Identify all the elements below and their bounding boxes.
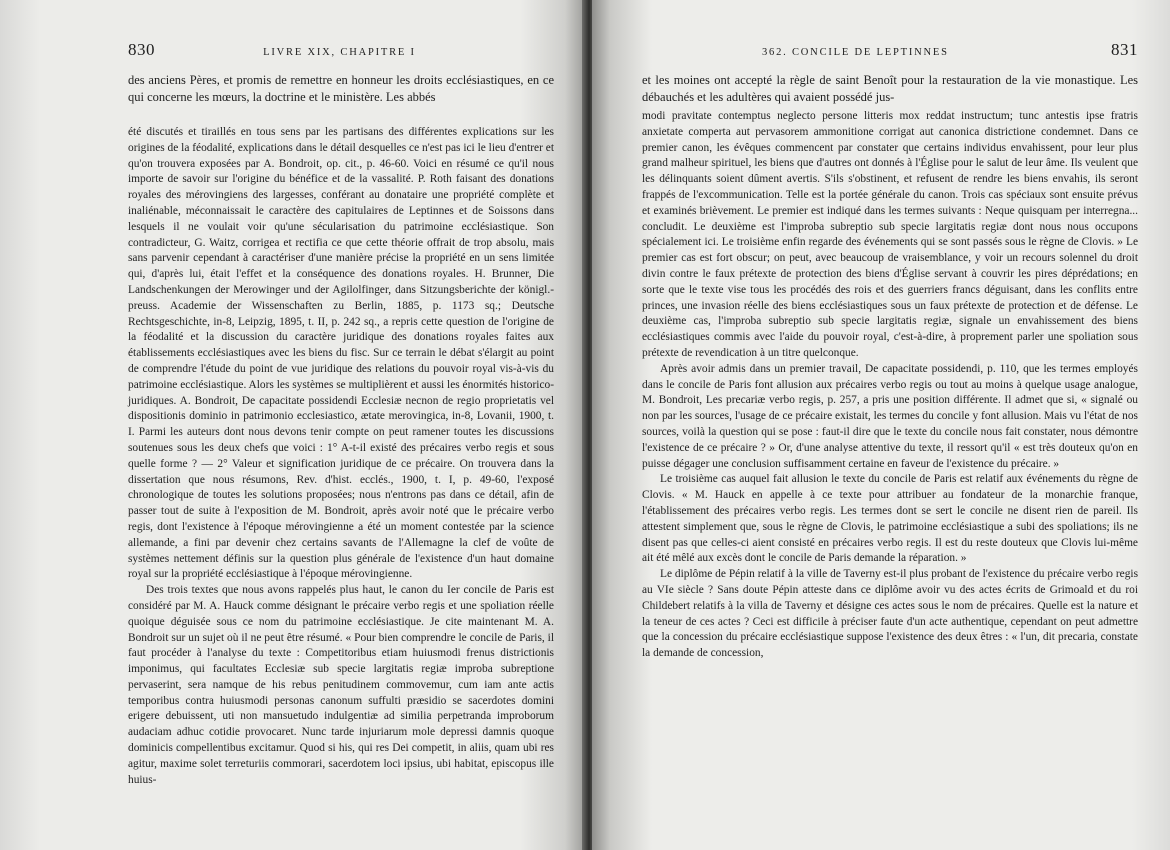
footnote-paragraph: Le diplôme de Pépin relatif à la ville de Taverny est-il plus probant de l'existence du précaire verbo regis au VIe siècle ? Sans doute Pépin atteste dans ce diplôme avoir vu des actes écrits de Grimoald et du roi Childebert relatifs à la villa de Taverny et désigne ces actes sous le nom de précaires. Quelle est la nature et la teneur de ces actes ? Ceci est difficile à préciser faute d'un acte authentique, cependant on peut admettre que la concession du précaire ecclésiastique suppose l'existence des deux êtres : « l'un, dit precaria, constate la demande de concession,	[642, 568, 1138, 660]
footnote-block	[642, 109, 1138, 662]
page-number: 831	[1111, 40, 1138, 59]
footnote-paragraph: Après avoir admis dans un premier travail, De capacitate possidendi, p. 110, que les termes employés dans le concile de Paris font allusion aux précaires verbo regis ou tout au moins à quelque usage analogue, M. Bondroit, Les precariæ verbo regis, p. 257, a pris une position différente. Il admet que si, « signalé ou non par les sources, l'usage de ce précaire existait, les termes du concile y font allusion. Mais vu l'état de nos sources, voilà la question qui se pose : faut-il dire que le texte du concile nous fait constater, nous démontre l'existence de ce précaire ? » Or, d'une analyse attentive du texte, il ressort qu'il « est très douteux qu'on en puisse dégager une conclusion suffisamment certaine en faveur de l'existence du précaire. »	[642, 362, 1138, 470]
footnote-paragraph: été discutés et tiraillés en tous sens par les partisans des différentes explications sur les origines de la féodalité, explications dans le détail desquelles ce n'est pas ici le lieu d'entrer et qu'on trouvera exposées par A. Bondroit, op. cit., p. 46-60. Voici en résumé ce qu'il nous importe de savoir sur l'origine du bénéfice et de la vassalité. P. Roth faisant des donations royales des mérovingiens des largesses, conférant au donataire une propriété complète et inaliénable, méconnaissait le caractère des capitulaires de Leptinnes et de Soissons dans lesquels il ne voulait voir qu'une sécularisation du patrimoine ecclésiastique. Son contradicteur, G. Waitz, corrigea et rectifia ce que cette théorie offrait de trop absolu, mais sans parvenir cependant à caractériser d'une manière précise la propriété en un sens limitée qui, d'après lui, était l'effet et la conséquence des donations royales. H. Brunner, Die Landschenkungen der Merowinger und der Agilolfinger, dans Sitzungsberichte der königl.-preuss. Academie der Wissenschaften zu Berlin, 1885, p. 1173 sq.; Deutsche Rechtsgeschichte, in-8, Leipzig, 1895, t. II, p. 242 sq., a repris cette question de l'origine de la féodalité et la discussion du caractère juridique des donations royales faites aux établissements ecclésiastiques avec les biens du fisc. Sur ce terrain le débat s'élargit au point de comprendre l'étude du point de vue juridique des relations du pouvoir royal vis-à-vis du patrimoine ecclésiastique. Alors les systèmes se multiplièrent et aussi les énormités historico-juridiques. A. Bondroit, De capacitate possidendi Ecclesiæ necnon de regio proprietatis vel dispositionis dominio in patrimonio ecclesiastico, ætate merovingica, in-8, Lovanii, 1900, t. I. Parmi les auteurs dont nous devons tenir compte on peut ramener toutes les discussions soutenues sous les deux chefs que voici : 1° A-t-il existé des précaires verbo regis et sous quelle forme ? — 2° Valeur et signification juridique de ce précaire. On trouvera dans la dissertation que nous résumons, Rev. d'hist. ecclés., 1900, t. I, p. 49-60, l'exposé chronologique de toutes les solutions proposées; nous n'entrons pas dans ce détail, afin de passer tout de suite à l'exposition de M. Bondroit, après avoir noté que le précaire verbo regis, dont l'existence à l'époque mérovingienne a été un moment contestée par la science allemande, a fini par devenir chez certains savants de l'Allemagne la clef de voûte de systèmes nettement définis sur la question plus générale de l'existence d'un haut domaine royal sur la propriété ecclésiastique à l'époque mérovingienne.	[128, 126, 554, 581]
footnote-paragraph: Le troisième cas auquel fait allusion le texte du concile de Paris est relatif aux événements du règne de Clovis. « M. Hauck en appelle à ce texte pour attribuer au fondateur de la monarchie franque, l'établissement des précaires verbo regis. Les termes dont se sert le concile ne disent rien de pareil. Ils attestent simplement que, sous le règne de Clovis, le patrimoine ecclésiastique a subi des spoliations; ils ne disent pas que celles-ci aient consisté en précaires verbo regis. Il est du reste douteux que Clovis lui-même ait été mêlé aux excès dont le concile de Paris demande la réparation. »	[642, 473, 1138, 565]
right-page-header	[762, 40, 1138, 64]
footnote-block	[128, 125, 554, 788]
running-title: 362. CONCILE DE LEPTINNES	[762, 47, 949, 58]
main-text	[128, 72, 554, 106]
main-paragraph: et les moines ont accepté la règle de saint Benoît pour la restauration de la vie monastique. Les débauchés et les adultères qui avaient possédé jus-	[642, 73, 1138, 104]
main-text	[642, 72, 1138, 106]
right-page	[592, 0, 1170, 850]
footnote-paragraph: modi pravitate contemptus neglecto persone litteris mox reddat instructum; tunc antestis ipse fratris anxietate comperta aut pervasorem ammonitione corrigat aut canonica districtione condemnet. Dans ce premier canon, les évêques commencent par constater que certains individus envahissent, pour leur plus grand malheur spirituel, les biens que d'autres ont donnés à l'Église pour le salut de leur âme. Ils veulent que les délinquants soient dûment avertis. S'ils s'obstinent, et refusent de rendre les biens envahis, ils seront frappés de l'excommunication. Telle est la portée générale du canon. Trois cas spéciaux sont ensuite prévus et examinés brièvement. Le premier est indiqué dans les termes suivants : Neque quisquam per interregna... concludit. Le deuxième est l'improba subreptio sub specie largitatis regiæ dont nous nous occupons spécialement ici. Le troisième enfin regarde des événements qui se sont passés sous le règne de Clovis. » Le premier cas est fort obscur; on peut, avec beaucoup de vraisemblance, y voir un recours solennel du droit divin contre le faux prétexte de protection des biens d'Église servant à couvrir les pires déprédations; en sorte que le texte vise tous les procédés des rois et des guerriers francs déguisant, dans les conflits entre princes, une invasion réelle des biens ecclésiastiques sous un faux prétexte de protection et de défense. Le deuxième cas, l'improba subreptio sub specie largitatis regiæ, signale un envahissement des biens ecclésiastiques commis avec l'aide du pouvoir royal, c'est-à-dire, à proprement parler une spoliation sous prétexte de revendication à un titre quelconque.	[642, 110, 1138, 359]
footnote-paragraph: Des trois textes que nous avons rappelés plus haut, le canon du Ier concile de Paris est considéré par M. A. Hauck comme désignant le précaire verbo regis et une spoliation réelle quoique déguisée sous ce nom du patrimoine ecclésiastique. Je cite maintenant M. A. Bondroit sur un sujet où il ne peut être résumé. « Pour bien comprendre le concile de Paris, il faut procéder à l'analyse du texte : Competitoribus etiam huiusmodi frenus districtionis imponimus, qui facultates Ecclesiæ sub specie largitatis regiæ improba subreptione pervaserint, sera namque de his rebus penitudinem commovemur, cum iam ante actis temporibus contra huiusmodi personas canonum suffulti præsidio se sacerdotes domini erigere debuissent, uti non mansuetudo indulgentiæ ad similia perpetranda improborum audaciam adhuc cotidie provocaret. Nunc tarde injuriarum mole depressi damnis quoque dominicis compellentibus excitamur. Quod si his, qui res Dei competit, in aliis, quam ubi res agitur, maxime solet terreturiis commorari, sacerdotem loci ipsius, ubi habitat, episcopus ille huius-	[128, 584, 554, 786]
running-title: LIVRE XIX, CHAPITRE I	[263, 47, 416, 58]
left-page-header	[128, 40, 554, 64]
main-paragraph: des anciens Pères, et promis de remettre en honneur les droits ecclésiastiques, en ce qui concerne les mœurs, la doctrine et le ministère. Les abbés	[128, 73, 554, 104]
page-number: 830	[128, 40, 155, 59]
